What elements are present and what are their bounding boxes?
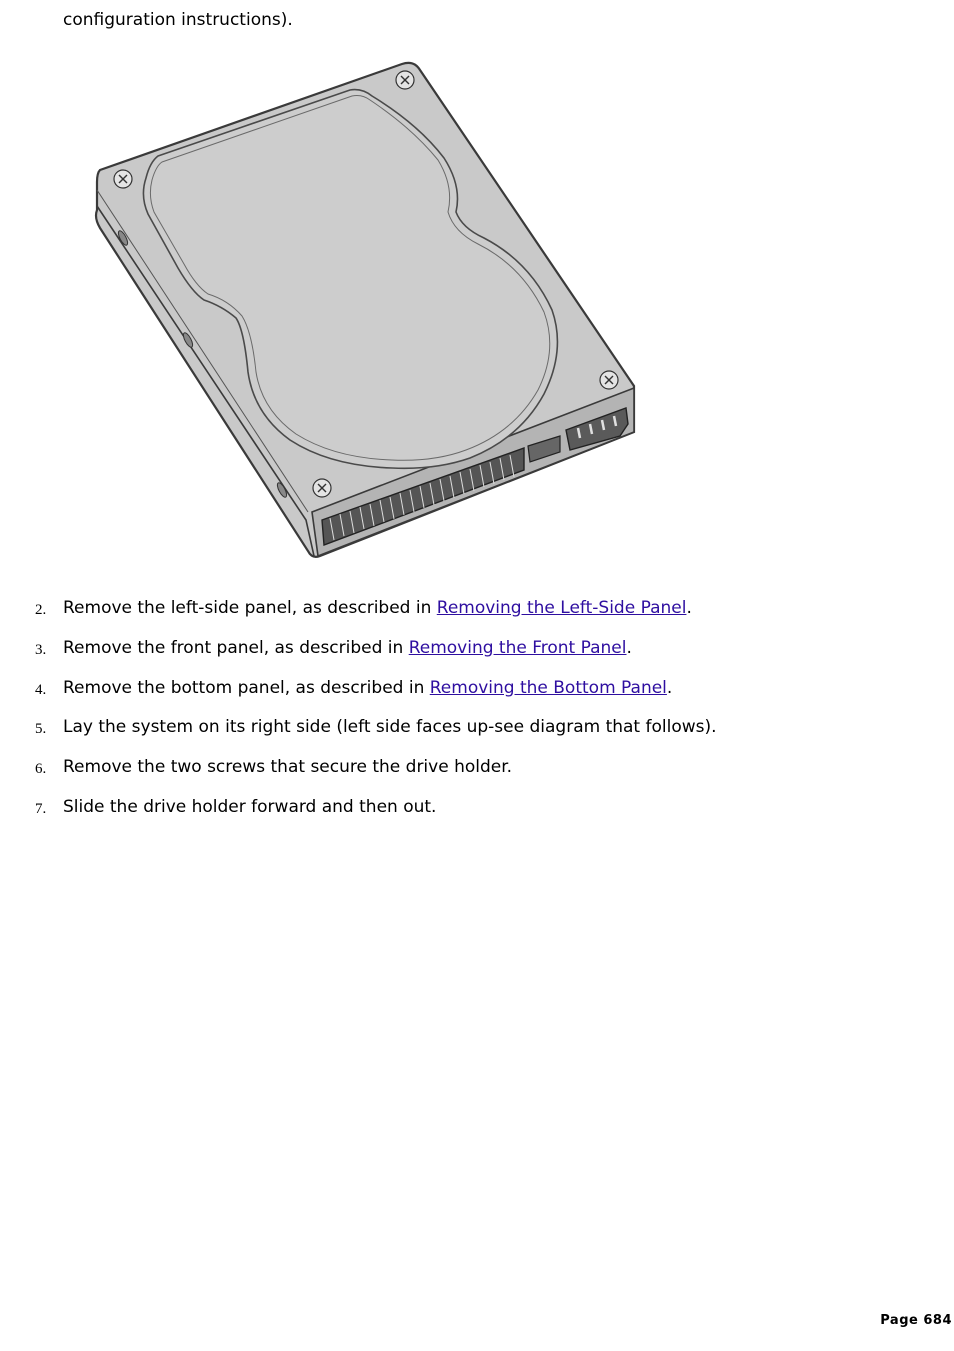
step-6 [0, 755, 900, 795]
step-number: 3. [35, 641, 47, 658]
step-2 [0, 596, 900, 636]
step-number: 2. [35, 602, 47, 618]
step-number: 4. [35, 681, 47, 698]
page-number: Page 684 [880, 1313, 952, 1328]
step-number: 6. [35, 761, 47, 778]
step-number: 7. [35, 800, 47, 817]
hard-drive-figure [90, 58, 650, 563]
step-text-after: . [666, 677, 673, 698]
step-text-before: Remove the bottom panel, as described in [63, 677, 430, 698]
step-7 [0, 795, 900, 835]
step-text [63, 596, 692, 620]
instruction-steps [0, 596, 900, 835]
intro-text: configuration instructions). [63, 10, 293, 30]
step-4 [0, 676, 900, 716]
step-text [63, 676, 672, 700]
step-number: 5. [35, 721, 47, 738]
step-text [63, 636, 632, 660]
step-text-after: . [626, 637, 632, 658]
link-removing-left-side-panel[interactable]: Removing the Left-Side Panel [436, 598, 687, 618]
hard-drive-illustration-icon [90, 58, 650, 563]
step-text-before: Remove the left-side panel, as described in [63, 598, 437, 618]
step-text: Remove the two screws that secure the drive holder. [63, 757, 513, 778]
step-3 [0, 636, 900, 676]
step-text: Lay the system on its right side (left side faces up-see diagram that follows). [63, 717, 717, 738]
step-text: Slide the drive holder forward and then out. [63, 796, 437, 817]
step-text-before: Remove the front panel, as described in [63, 637, 409, 658]
link-removing-front-panel[interactable]: Removing the Front Panel [408, 637, 627, 658]
link-removing-bottom-panel[interactable]: Removing the Bottom Panel [429, 677, 667, 698]
step-text-after: . [686, 598, 692, 618]
step-5 [0, 715, 900, 755]
